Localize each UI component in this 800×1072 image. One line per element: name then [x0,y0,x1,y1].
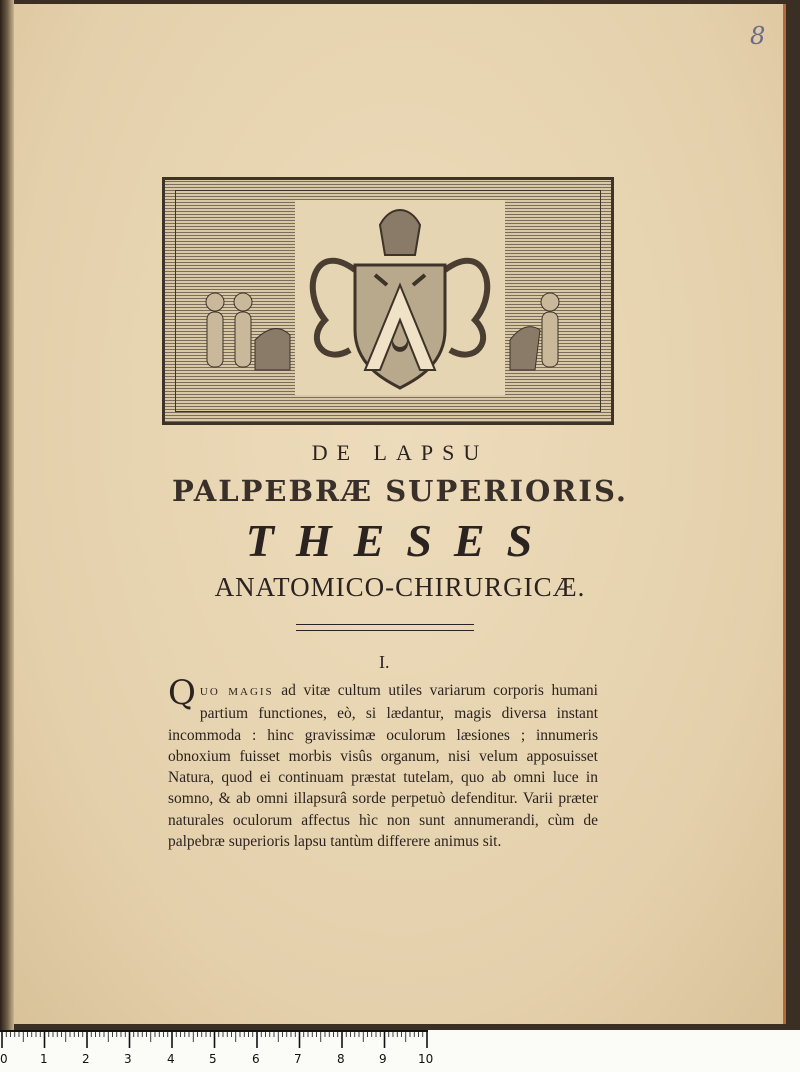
ruler-label: 5 [209,1052,217,1066]
ruler-label: 1 [40,1052,48,1066]
ruler-label: 3 [124,1052,132,1066]
small-caps-lead: UO MAGIS [199,686,274,698]
title-line-1: DE LAPSU [311,440,489,465]
ruler-label: 8 [337,1052,345,1066]
engraved-vignette [162,177,614,425]
scale-ruler [0,1030,800,1072]
ruler-label: 4 [167,1052,175,1066]
title-line-2: PALPEBRÆ SUPERIORIS. [172,474,628,508]
ruler-label: 7 [294,1052,302,1066]
coat-of-arms [295,200,505,395]
putti-right-figures [505,280,585,390]
section-number: I. [379,652,390,672]
drop-cap: Q [168,673,196,713]
folio-number: 8 [750,22,766,50]
title-line-3: THESES [245,515,555,566]
putti-left-figures [195,280,295,390]
ruler-label: 0 [0,1052,8,1066]
ruler-label: 2 [82,1052,90,1066]
ruler-label: 10 [418,1052,434,1066]
ruler-label: 6 [252,1052,260,1066]
ruler-ticks [0,1030,430,1050]
double-rule-divider [296,624,474,631]
section-paragraph [168,673,598,852]
ruler-label: 9 [379,1052,387,1066]
paragraph-text: ad vitæ cultum utiles variarum corporis humani partium functiones, eò, si lædantur, magis diversa instant incommoda : hinc gravissimæ oculorum læsiones ; innumeris obnoxium fuisset morbis visûs organum, nisi velum apposuisset Natura, quod ei continuam præstat tutelam, quo ab omni luce in somno, & ab omni illapsurâ sorde perpetuò defenditur. Varii præter naturales oculorum affectus hìc non sunt annumerandi, cùm de palpebræ superioris lapsu tantùm differere animus sit. [168,682,598,851]
title-line-4: ANATOMICO-CHIRURGICÆ. [214,572,586,602]
